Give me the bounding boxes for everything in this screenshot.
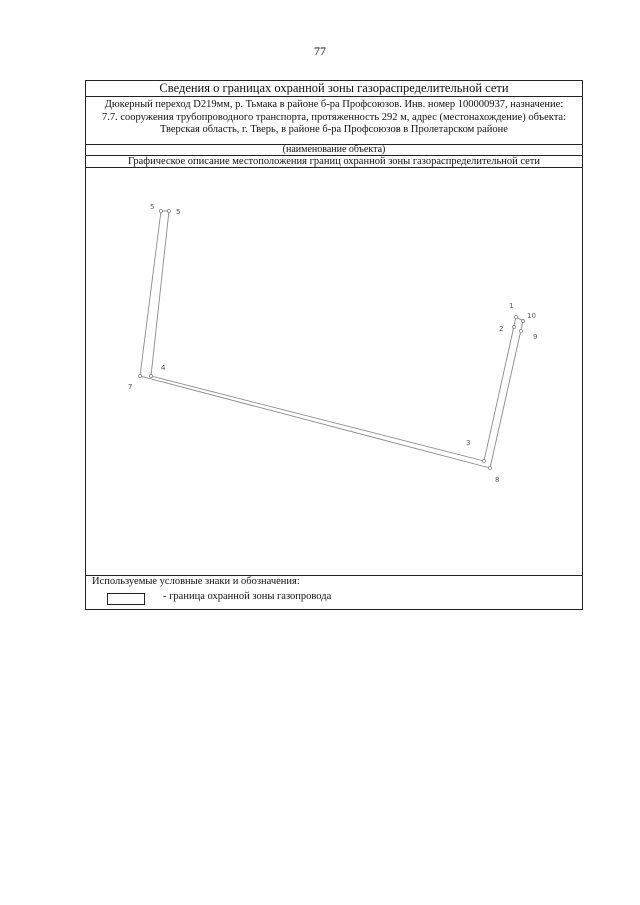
description-line-1: Дюкерный переход D219мм, р. Тьмака в районе б-ра Профсоюзов. Инв. номер 100000937, назначение: [104,99,564,110]
point-label: 5 [176,208,181,216]
legend-section [86,575,582,609]
vertex-10 [521,319,524,322]
boundary-plan-svg [86,169,582,575]
description-line-2: 7.7. сооружения трубопроводного транспорта, протяженность 292 м, адрес (местонахождение) объекта: [101,111,567,123]
vertex-3 [482,459,485,462]
page-number: 77 [314,44,326,58]
legend-item-text: - граница охранной зоны газопровода [163,591,332,602]
vertex-7 [138,374,141,377]
vertex-8 [488,466,491,469]
vertex-5b [167,209,170,212]
point-label: 7 [128,383,133,391]
vertex-2 [512,325,515,328]
point-label: 1 [509,302,514,310]
vertex-1 [514,315,517,318]
description-line-3: Тверская область, г. Тверь, в районе б-ра Профсоюзов в Пролетарском районе [160,124,508,135]
legend-boundary-symbol [107,593,145,605]
graphic-description-title: Графическое описание местоположения границ охранной зоны газораспределительной сети [86,156,582,168]
point-label: 5 [150,203,155,211]
zone-info-frame [85,80,583,610]
vertex-5a [159,209,162,212]
point-label: 2 [499,325,504,333]
point-label: 4 [161,364,166,372]
object-description [86,97,582,145]
legend-title: Используемые условные знаки и обозначения: [92,576,300,587]
object-name-caption: (наименование объекта) [86,145,582,156]
zone-boundary-outline [140,211,523,468]
vertex-4 [149,374,152,377]
vertex-9 [519,329,522,332]
document-title: Сведения о границах охранной зоны газораспределительной сети [86,81,582,97]
point-label: 10 [527,312,536,320]
point-label: 3 [466,439,471,447]
point-label: 8 [495,476,500,484]
zone-boundary-drawing [86,169,582,576]
point-label: 9 [533,333,538,341]
